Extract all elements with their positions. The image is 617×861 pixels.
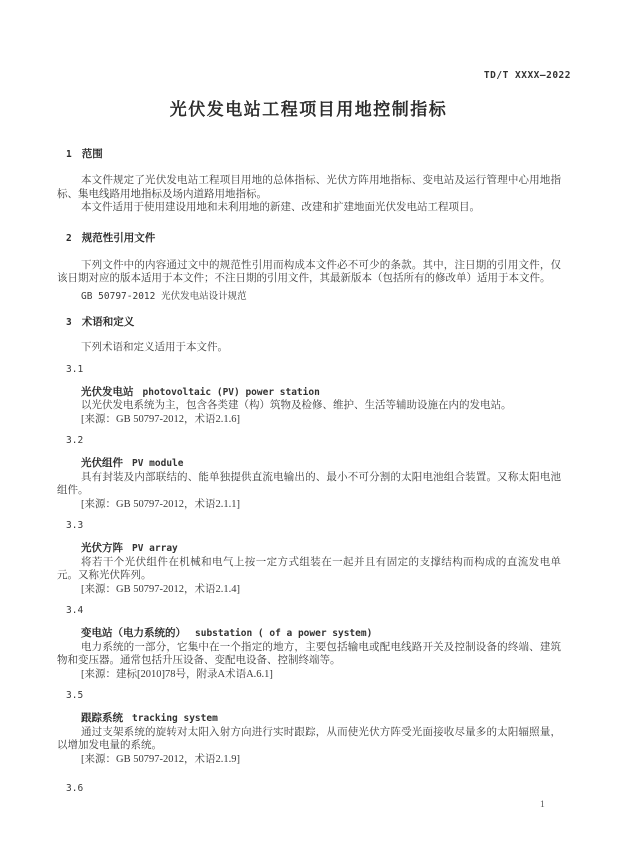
clause-1-paragraph-1: 本文件规定了光伏发电站工程项目用地的总体指标、光伏方阵用地指标、变电站及运行管理中心用地指标、集电线路用地指标及场内道路用地指标。 <box>57 175 561 200</box>
term-name-en: PV module <box>132 458 184 469</box>
term-number: 3.4 <box>66 605 84 616</box>
term-name-en: photovoltaic (PV) power station <box>142 386 320 398</box>
clause-1-number: 1 <box>66 149 72 160</box>
term-name-zh: 变电站（电力系统的） <box>81 627 186 639</box>
term-number: 3.2 <box>66 435 84 446</box>
term-source: [来源：GB 50797-2012，术语2.1.6] <box>81 413 240 425</box>
term-name-en: tracking system <box>132 713 218 724</box>
page-number: 1 <box>540 800 545 810</box>
term-source: [来源：建标[2010]78号，附录A术语A.6.1] <box>81 668 273 680</box>
term-heading <box>81 710 561 726</box>
term-definition: 电力系统的一部分，它集中在一个指定的地方，主要包括输电或配电线路开关及控制设备的终端、建筑物和变压器。通常包括升压设备、变配电设备、控制终端等。 <box>57 641 561 666</box>
term-heading <box>81 625 561 641</box>
term-name-en: substation ( of a power system) <box>195 628 373 639</box>
clause-1-heading <box>66 147 561 162</box>
term-block-3-4 <box>57 604 561 681</box>
term-definition: 以光伏发电系统为主，包含各类建（构）筑物及检修、维护、生活等辅助设施在内的发电站。 <box>81 400 512 411</box>
term-definition: 将若干个光伏组件在机械和电气上按一定方式组装在一起并且有固定的支撑结构而构成的直流发电单元。又称光伏阵列。 <box>57 556 561 581</box>
term-name-en: PV array <box>132 543 178 554</box>
term-source: [来源：GB 50797-2012，术语2.1.4] <box>81 583 240 595</box>
term-block-3-2 <box>57 434 561 511</box>
term-definition: 具有封装及内部联结的、能单独提供直流电输出的、最小不可分割的太阳电池组合装置。又称太阳电池组件。 <box>57 471 561 496</box>
term-name-zh: 光伏组件 <box>81 457 123 469</box>
clause-2-heading <box>66 231 561 246</box>
term-block-3-1 <box>57 363 561 427</box>
clause-2-title: 规范性引用文件 <box>81 231 156 244</box>
term-number: 3.1 <box>66 363 84 375</box>
normative-reference: GB 50797-2012 光伏发电站设计规范 <box>81 290 247 302</box>
term-source: [来源：GB 50797-2012，术语2.1.9] <box>81 753 240 765</box>
term-number: 3.6 <box>66 783 84 794</box>
term-heading <box>81 384 561 400</box>
clause-2-number: 2 <box>66 232 72 244</box>
doc-number: TD/T XXXX—2022 <box>483 70 571 81</box>
clause-1-paragraph-2: 本文件适用于使用建设用地和未利用地的新建、改建和扩建地面光伏发电站工程项目。 <box>81 202 480 213</box>
document-body <box>57 144 561 795</box>
clause-1-title: 范围 <box>81 148 103 160</box>
term-name-zh: 光伏方阵 <box>81 542 123 554</box>
term-name-zh: 光伏发电站 <box>81 385 134 398</box>
clause-3-heading <box>66 315 561 330</box>
term-heading <box>81 540 561 556</box>
clause-2-paragraph-1: 下列文件中的内容通过文中的规范性引用而构成本文件必不可少的条款。其中，注日期的引用文件，仅该日期对应的版本适用于本文件；不注日期的引用文件，其最新版本（包括所有的修改单）适用于本文件。 <box>57 259 561 284</box>
term-definition: 通过支架系统的旋转对太阳入射方向进行实时跟踪，从而使光伏方阵受光面接收尽量多的太阳辐照量，以增加发电量的系统。 <box>57 726 561 751</box>
document-title: 光伏发电站工程项目用地控制指标 <box>169 100 448 119</box>
clause-3-intro: 下列术语和定义适用于本文件。 <box>81 342 228 353</box>
term-number: 3.3 <box>66 520 84 531</box>
term-heading <box>81 455 561 471</box>
clause-3-number: 3 <box>66 317 72 328</box>
term-source: [来源：GB 50797-2012，术语2.1.1] <box>81 498 240 510</box>
term-block-3-6 <box>57 782 561 795</box>
term-number: 3.5 <box>66 690 84 701</box>
term-name-zh: 跟踪系统 <box>81 712 123 724</box>
clause-3-title: 术语和定义 <box>81 316 135 328</box>
term-block-3-3 <box>57 519 561 596</box>
term-block-3-5 <box>57 689 561 766</box>
